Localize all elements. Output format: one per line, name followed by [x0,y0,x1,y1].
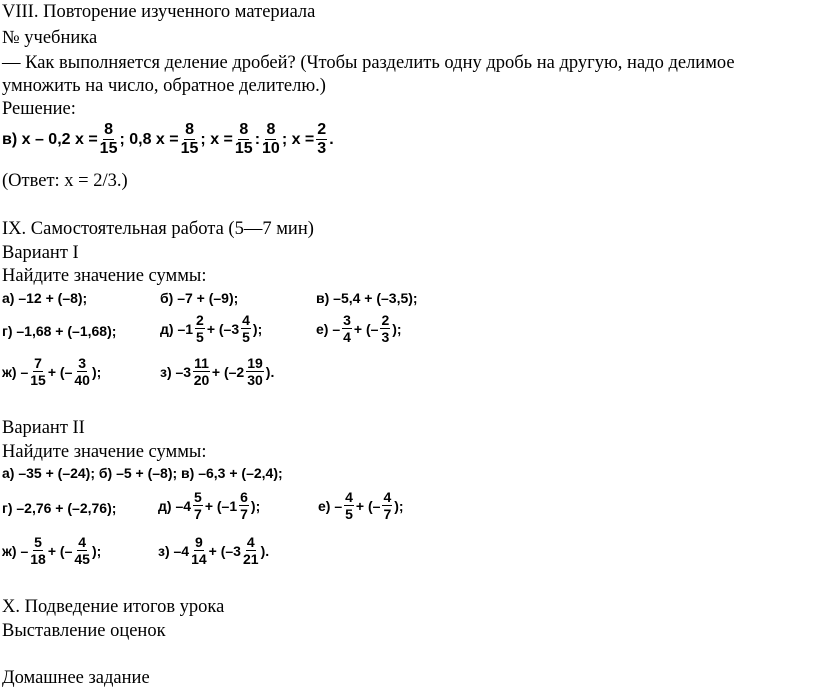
question-line-1: — Как выполняется деление дробей? (Чтобы разделить одну дробь на другую, надо делимое [2,53,735,73]
v1-exercise-z: з) –3 11 20 + (–2 19 30 ). [160,355,275,388]
solution-label: Решение: [2,99,76,119]
answer-text: (Ответ: x = 2/3.) [2,171,128,191]
v1-exercise-zh: ж) – 7 15 + (– 3 40 ); [2,355,102,388]
v2-exercise-z: з) –4 9 14 + (–3 4 21 ). [158,534,270,567]
v1-exercise-g: г) –1,68 + (–1,68); [2,323,117,339]
textbook-number: № учебника [2,28,98,48]
question-line-2: умножить на число, обратное делителю.) [2,76,326,96]
variant-2-task: Найдите значение суммы: [2,442,207,462]
variant-1-task: Найдите значение суммы: [2,266,207,286]
v2-exercise-zh: ж) – 5 18 + (– 4 45 ); [2,534,102,567]
v2-exercise-d: д) –4 5 7 + (–1 6 7 ); [158,489,261,522]
section-8-title: VIII. Повторение изученного материала [2,2,316,22]
homework-label: Домашнее задание [2,668,150,688]
variant-1-label: Вариант I [2,243,79,263]
solution-equation: в) x – 0,2 x = $\frac{8}{15}$ ; 0,8 x = $\frac{8}{15}$ ; x = $\frac{8}{15}$ : 8 10 ; x = $\frac{2}{3}$ . [2,121,334,157]
v1-exercise-b: б) –7 + (–9); [160,290,239,306]
variant-2-label: Вариант II [2,418,85,438]
v1-exercise-e: е) – 3 4 + (– 2 3 ); [316,312,402,345]
v2-exercise-g: г) –2,76 + (–2,76); [2,500,117,516]
v1-exercise-d: д) –1 2 5 + (–3 4 5 ); [160,312,263,345]
section-9-title: IX. Самостоятельная работа (5—7 мин) [2,219,314,239]
v2-exercises-row-1: а) –35 + (–24); б) –5 + (–8); в) –6,3 + (–2,4); [2,465,283,481]
grades-label: Выставление оценок [2,621,166,641]
v1-exercise-a: а) –12 + (–8); [2,290,88,306]
section-10-title: X. Подведение итогов урока [2,597,225,617]
v1-exercise-v: в) –5,4 + (–3,5); [316,290,418,306]
v2-exercise-e: е) – 4 5 + (– 4 7 ); [318,489,404,522]
